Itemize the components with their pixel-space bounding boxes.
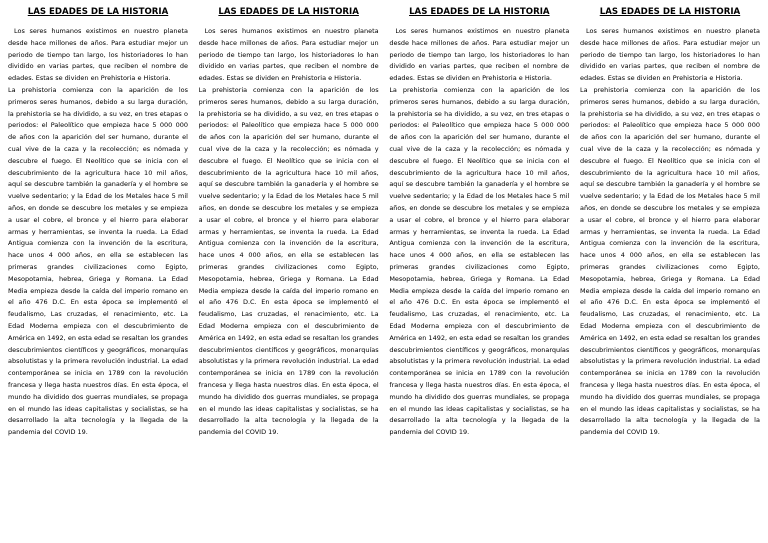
column-2 bbox=[199, 6, 379, 536]
intro-paragraph: Los seres humanos existimos en nuestro planeta desde hace millones de años. Para estudiar mejor un periodo de tiempo tan largo, los historiadores lo han dividido en varias partes, que reciben el nombre de edades. Estas se dividen en Prehistoria e Historia. bbox=[579, 27, 760, 83]
body-paragraph: La prehistoria comienza con la aparición de los primeros seres humanos, debido a su larga duración, la prehistoria se ha dividido, a su vez, en tres etapas o periodos: el Paleolítico que empieza hace 5 000 000 de años con la aparición del ser humano, durante el cual vive de la caza y la recolección; es nómada y descubre el fuego. El Neolítico que se inicia con el descubrimiento de la agricultura hace 10 mil años, aquí se descubre también la ganadería y el hombre se vuelve sedentario; y la Edad de los Metales hace 5 mil años, en donde se descubre los metales y se empieza a usar el cobre, el bronce y el hierro para elaborar armas y herramientas, se inventa la rueda. La Edad Antigua comienza con la invención de la escritura, hace unos 4 000 años, en ella se establecen las primeras grandes civilizaciones como Egipto, Mesopotamia, hebrea, Griega y Romana. La Edad Media empieza desde la caída del imperio romano en el año 476 D.C. En esta época se implementó el feudalismo, Las cruzadas, el renacimiento, etc. La Edad Moderna empieza con el descubrimiento de América en 1492, en esta edad se resaltan los grandes descubrimientos científicos y geográficos, monarquías absolutistas y la primera revolución industrial. La edad contemporánea se inicia en 1789 con la revolución francesa y llega hasta nuestros días. En esta época, el mundo ha dividido dos guerras mundiales, se propaga en el mundo las ideas capitalistas y socialistas, se ha desarrollado la alta tecnología y la llegada de la pandemia del COVID 19. bbox=[8, 85, 188, 437]
column-1 bbox=[8, 6, 188, 536]
intro-paragraph: Los seres humanos existimos en nuestro planeta desde hace millones de años. Para estudiar mejor un periodo de tiempo tan largo, los historiadores lo han dividido en varias partes, que reciben el nombre de edades. Estas se dividen en Prehistoria e Historia. bbox=[8, 27, 188, 83]
column-4 bbox=[580, 6, 760, 536]
document-title: LAS EDADES DE LA HISTORIA bbox=[27, 7, 169, 17]
intro-paragraph: Los seres humanos existimos en nuestro planeta desde hace millones de años. Para estudiar mejor un periodo de tiempo tan largo, los historiadores lo han dividido en varias partes, que reciben el nombre de edades. Estas se dividen en Prehistoria e Historia. bbox=[389, 27, 570, 83]
document-title: LAS EDADES DE LA HISTORIA bbox=[218, 7, 359, 17]
document-title: LAS EDADES DE LA HISTORIA bbox=[599, 7, 741, 17]
body-paragraph: La prehistoria comienza con la aparición de los primeros seres humanos, debido a su larga duración, la prehistoria se ha dividido, a su vez, en tres etapas o periodos: el Paleolítico que empieza hace 5 000 000 de años con la aparición del ser humano, durante el cual vive de la caza y la recolección; es nómada y descubre el fuego. El Neolítico que se inicia con el descubrimiento de la agricultura hace 10 mil años, aquí se descubre también la ganadería y el hombre se vuelve sedentario; y la Edad de los Metales hace 5 mil años, en donde se descubre los metales y se empieza a usar el cobre, el bronce y el hierro para elaborar armas y herramientas, se inventa la rueda. La Edad Antigua comienza con la invención de la escritura, hace unos 4 000 años, en ella se establecen las primeras grandes civilizaciones como Egipto, Mesopotamia, hebrea, Griega y Romana. La Edad Media empieza desde la caída del imperio romano en el año 476 D.C. En esta época se implementó el feudalismo, Las cruzadas, el renacimiento, etc. La Edad Moderna empieza con el descubrimiento de América en 1492, en esta edad se resaltan los grandes descubrimientos científicos y geográficos, monarquías absolutistas y la primera revolución industrial. La edad contemporánea se inicia en 1789 con la revolución francesa y llega hasta nuestros días. En esta época, el mundo ha dividido dos guerras mundiales, se propaga en el mundo las ideas capitalistas y socialistas, se ha desarrollado la alta tecnología y la llegada de la pandemia del COVID 19. bbox=[389, 85, 570, 437]
body-paragraph: La prehistoria comienza con la aparición de los primeros seres humanos, debido a su larga duración, la prehistoria se ha dividido, a su vez, en tres etapas o periodos: el Paleolítico que empieza hace 5 000 000 de años con la aparición del ser humano, durante el cual vive de la caza y la recolección; es nómada y descubre el fuego. El Neolítico que se inicia con el descubrimiento de la agricultura hace 10 mil años, aquí se descubre también la ganadería y el hombre se vuelve sedentario; y la Edad de los Metales hace 5 mil años, en donde se descubre los metales y se empieza a usar el cobre, el bronce y el hierro para elaborar armas y herramientas, se inventa la rueda. La Edad Antigua comienza con la invención de la escritura, hace unos 4 000 años, en ella se establecen las primeras grandes civilizaciones como Egipto, Mesopotamia, hebrea, Griega y Romana. La Edad Media empieza desde la caída del imperio romano en el año 476 D.C. En esta época se implementó el feudalismo, Las cruzadas, el renacimiento, etc. La Edad Moderna empieza con el descubrimiento de América en 1492, en esta edad se resaltan los grandes descubrimientos científicos y geográficos, monarquías absolutistas y la primera revolución industrial. La edad contemporánea se inicia en 1789 con la revolución francesa y llega hasta nuestros días. En esta época, el mundo ha dividido dos guerras mundiales, se propaga en el mundo las ideas capitalistas y socialistas, se ha desarrollado la alta tecnología y la llegada de la pandemia del COVID 19. bbox=[579, 85, 760, 437]
document-title: LAS EDADES DE LA HISTORIA bbox=[409, 7, 550, 17]
document-page bbox=[8, 6, 760, 536]
intro-paragraph: Los seres humanos existimos en nuestro planeta desde hace millones de años. Para estudiar mejor un periodo de tiempo tan largo, los historiadores lo han dividido en varias partes, que reciben el nombre de edades. Estas se dividen en Prehistoria e Historia. bbox=[198, 27, 379, 83]
body-paragraph: La prehistoria comienza con la aparición de los primeros seres humanos, debido a su larga duración, la prehistoria se ha dividido, a su vez, en tres etapas o periodos: el Paleolítico que empieza hace 5 000 000 de años con la aparición del ser humano, durante el cual vive de la caza y la recolección; es nómada y descubre el fuego. El Neolítico que se inicia con el descubrimiento de la agricultura hace 10 mil años, aquí se descubre también la ganadería y el hombre se vuelve sedentario; y la Edad de los Metales hace 5 mil años, en donde se descubre los metales y se empieza a usar el cobre, el bronce y el hierro para elaborar armas y herramientas, se inventa la rueda. La Edad Antigua comienza con la invención de la escritura, hace unos 4 000 años, en ella se establecen las primeras grandes civilizaciones como Egipto, Mesopotamia, hebrea, Griega y Romana. La Edad Media empieza desde la caída del imperio romano en el año 476 D.C. En esta época se implementó el feudalismo, Las cruzadas, el renacimiento, etc. La Edad Moderna empieza con el descubrimiento de América en 1492, en esta edad se resaltan los grandes descubrimientos científicos y geográficos, monarquías absolutistas y la primera revolución industrial. La edad contemporánea se inicia en 1789 con la revolución francesa y llega hasta nuestros días. En esta época, el mundo ha dividido dos guerras mundiales, se propaga en el mundo las ideas capitalistas y socialistas, se ha desarrollado la alta tecnología y la llegada de la pandemia del COVID 19. bbox=[198, 85, 379, 437]
column-3 bbox=[389, 6, 569, 536]
